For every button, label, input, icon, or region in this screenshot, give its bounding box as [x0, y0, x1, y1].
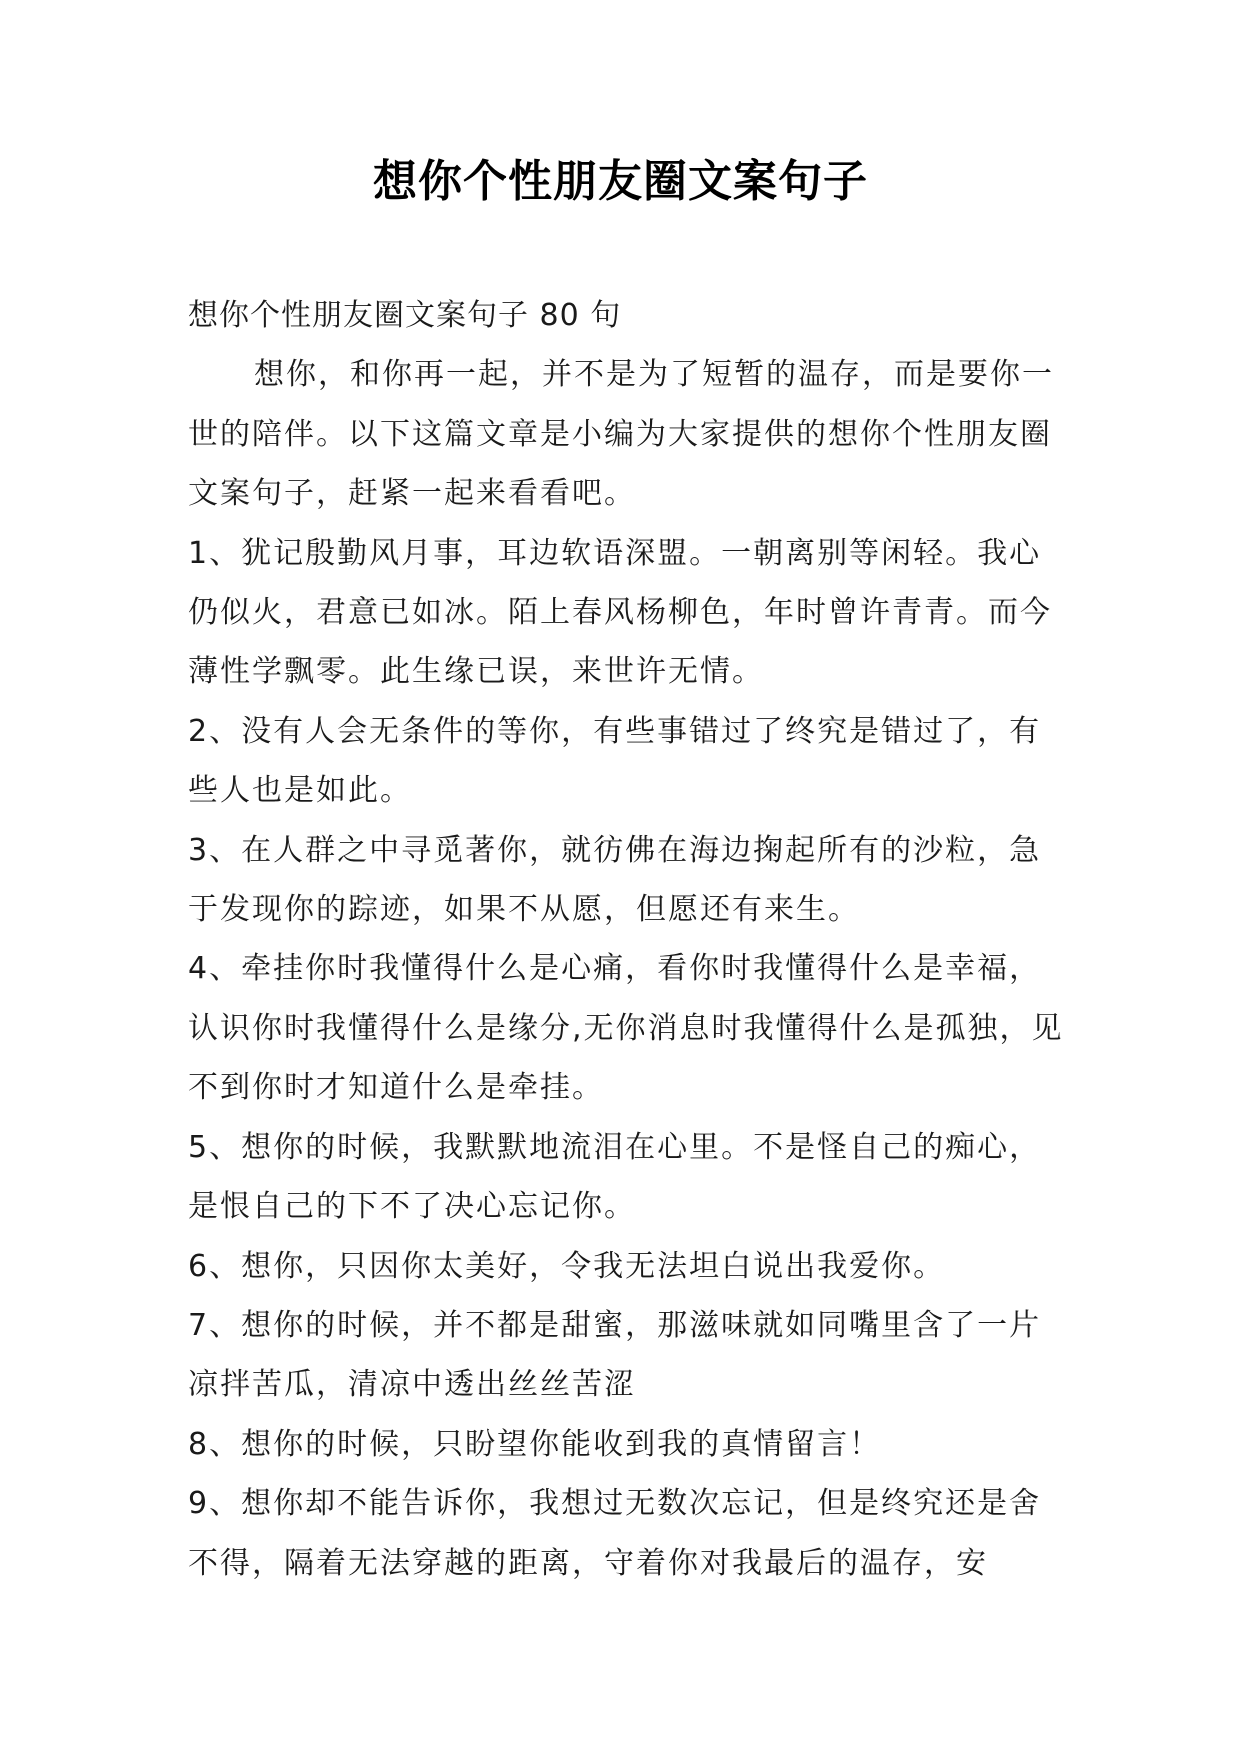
list-item: 6、想你，只因你太美好，令我无法坦白说出我爱你。: [188, 1248, 946, 1284]
list-item: 2、没有人会无条件的等你，有些事错过了终究是错过了，有些人也是如此。: [188, 713, 1042, 809]
list-item: 9、想你却不能告诉你，我想过无数次忘记，但是终究还是舍不得，隔着无法穿越的距离，守着你对我最后的温存，安: [188, 1486, 1042, 1581]
list-item: 1、犹记殷勤风月事，耳边软语深盟。一朝离别等闲轻。我心仍似火，君意已如冰。陌上春风杨柳色，年时曾许青青。而今薄性学飘零。此生缘已误，来世许无情。: [188, 535, 1052, 690]
list-item: 7、想你的时候，并不都是甜蜜，那滋味就如同嘴里含了一片凉拌苦瓜，清凉中透出丝丝苦涩: [188, 1307, 1042, 1403]
document-subtitle: 想你个性朋友圈文案句子 80 句: [188, 298, 622, 333]
document-title: 想你个性朋友圈文案句子: [373, 156, 868, 207]
list-item: 4、牵挂你时我懂得什么是心痛，看你时我懂得什么是幸福，认识你时我懂得什么是缘分,无你消息时我懂得什么是孤独，见不到你时才知道什么是牵挂。: [188, 951, 1064, 1106]
intro-paragraph: 想你，和你再一起，并不是为了短暂的温存，而是要你一世的陪伴。以下这篇文章是小编为大家提供的想你个性朋友圈文案句子，赶紧一起来看看吧。: [188, 357, 1054, 512]
document-body: [188, 286, 1068, 1593]
list-item: 5、想你的时候，我默默地流泪在心里。不是怪自己的痴心，是恨自己的下不了决心忘记你。: [188, 1129, 1042, 1225]
list-item: 3、在人群之中寻觅著你，就彷佛在海边掬起所有的沙粒，急于发现你的踪迹，如果不从愿，但愿还有来生。: [188, 832, 1042, 928]
list-item: 8、想你的时候，只盼望你能收到我的真情留言！: [188, 1426, 882, 1462]
